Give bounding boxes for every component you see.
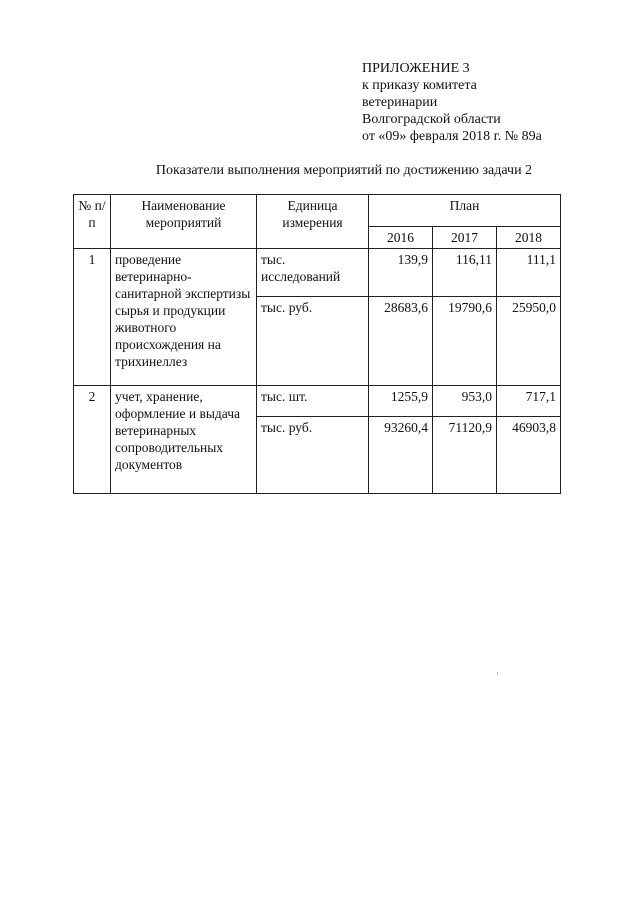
value-cell: 116,11 — [433, 249, 497, 297]
header-number: № п/п — [74, 195, 111, 249]
activity-name: проведение ветеринарно-санитарной экспертизы сырья и продукции животного происхождения на трихинеллез — [111, 249, 257, 386]
row-number: 2 — [74, 386, 111, 494]
header-year: 2017 — [433, 227, 497, 249]
approval-header — [362, 60, 622, 145]
value-cell: 953,0 — [433, 386, 497, 417]
table-row — [74, 386, 561, 417]
header-year: 2018 — [497, 227, 561, 249]
value-cell: 46903,8 — [497, 417, 561, 494]
document-title-text: Показатели выполнения мероприятий по достижению задачи 2 — [155, 163, 533, 178]
header-activity-name: Наименование мероприятий — [111, 195, 257, 249]
header-plan: План — [369, 195, 561, 227]
scan-speck — [497, 672, 498, 675]
unit-cell: тыс. исследований — [257, 249, 369, 297]
value-cell: 28683,6 — [369, 297, 433, 386]
table-header-row — [74, 195, 561, 227]
table-row — [74, 249, 561, 297]
row-number: 1 — [74, 249, 111, 386]
value-cell: 111,1 — [497, 249, 561, 297]
indicators-table — [73, 194, 561, 494]
appendix-label: ПРИЛОЖЕНИЕ 3 — [362, 61, 470, 76]
value-cell: 1255,9 — [369, 386, 433, 417]
value-cell: 93260,4 — [369, 417, 433, 494]
activity-name: учет, хранение, оформление и выдача ветеринарных сопроводительных документов — [111, 386, 257, 494]
value-cell: 717,1 — [497, 386, 561, 417]
region-name: Волгоградской области — [362, 112, 501, 127]
value-cell: 25950,0 — [497, 297, 561, 386]
order-reference: к приказу комитета — [362, 78, 477, 93]
value-cell: 71120,9 — [433, 417, 497, 494]
unit-cell: тыс. шт. — [257, 386, 369, 417]
value-cell: 19790,6 — [433, 297, 497, 386]
committee-name: ветеринарии — [362, 95, 438, 110]
value-cell: 139,9 — [369, 249, 433, 297]
unit-cell: тыс. руб. — [257, 417, 369, 494]
order-date-number: от «09» февраля 2018 г. № 89а — [362, 129, 542, 144]
unit-cell: тыс. руб. — [257, 297, 369, 386]
header-unit: Единица измерения — [257, 195, 369, 249]
header-year: 2016 — [369, 227, 433, 249]
document-title — [0, 162, 640, 180]
